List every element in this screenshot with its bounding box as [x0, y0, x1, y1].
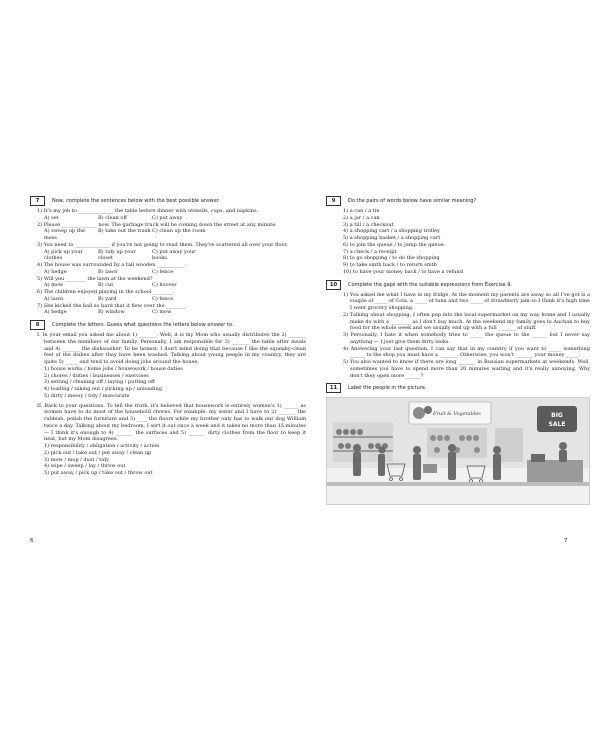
exercise-9	[326, 196, 590, 276]
sign-line2: SALE	[548, 421, 566, 429]
exercise-number: 9	[326, 196, 341, 206]
question-stem: 1) It's my job to ______________ the table before dinner with utensils, cups, and napkins.	[37, 208, 259, 214]
gap-paragraph: 3) Personally, I hate it when somebody tries to _____ the queue to the ______ but I never say anything — I just give them dirty looks.	[343, 332, 590, 345]
question-list	[30, 208, 306, 316]
question-stem: 2) Please ______________ now. The garbage truck will be coming down the street at any minute.	[37, 221, 277, 228]
gap-paragraph: 5) You also wanted to know if there are long _______ in Russian supermarkets at weekends. Well, sometimes you have to spend more than 20 minutes waiting and it's really annoying. Why don't they open more ______?	[343, 359, 590, 379]
answer-options	[44, 296, 306, 303]
exercise-number: 8	[30, 320, 45, 330]
answer-options	[44, 228, 306, 242]
answer-option-c: C) fence	[152, 268, 174, 275]
question-stem: 3) You need to ______________ if you're not going to read them. They're scattered all over your floor.	[37, 241, 288, 248]
answer-option-c: C) hoover	[152, 282, 177, 289]
exercise-title: Complete the gaps with the suitable expressions from Exercise 9.	[348, 281, 513, 288]
option-line: 4) wipe / sweep / lay / throw out	[44, 463, 126, 470]
gap-paragraph: 2) Talking about shopping, I often pop into the local supermarket on my way home and I usually make do with a ________ as I don't buy much. At the weekend my family goes to Auchan to buy food for the whole week and we usually end up with a full _______ of stuff.	[343, 311, 590, 332]
exercise-title: Label the people in the picture.	[348, 385, 427, 392]
answer-option-b: B) tidy up your closet	[98, 248, 136, 262]
answer-option-b: B) window	[98, 309, 125, 316]
exercise-11	[326, 383, 590, 505]
answer-option-a: A) pick up your clothes	[44, 248, 83, 262]
answer-option-a: A) lawn	[44, 295, 64, 302]
option-line: 1) responsibility / obligation / activity / action	[44, 443, 160, 449]
exercise-10	[326, 280, 590, 380]
question-stem: 5) Will you ________ the lawn at the weekend?	[37, 275, 153, 282]
word-pair: 9) to take smth back / to return smth	[343, 262, 437, 268]
sign-line1: BIG	[551, 412, 563, 420]
word-pair: 5) a shopping basket / a shopping cart	[343, 235, 441, 241]
word-pair: 4) a shopping cart / a shopping trolley	[343, 228, 440, 235]
exercise-number: 7	[30, 196, 45, 206]
answer-options	[44, 282, 306, 289]
left-page	[30, 196, 306, 552]
option-line: 2) chores / duties / businesses / exercises	[44, 372, 149, 379]
answer-option-c: C) put away	[152, 214, 183, 221]
letter-one-options	[44, 366, 306, 400]
exercise-title: Do the pairs of words below have similar meaning?	[348, 198, 477, 204]
word-pair: 3) a till / a checkout	[343, 221, 394, 228]
word-pair: 10) to have your money back / to have a refund	[343, 268, 463, 275]
question-stem: 6) The children enjoyed playing in the school ________.	[37, 289, 175, 295]
letter-two: II. Back to your questions. To tell the truth, it's believed that housework is entirely women's 1) ______ as women have to do most of the household chores. For example, my sister and I have to 2) _______ the rubbish, polish the furniture and 3) ____ the floors while my brother only has to walk our dog William twice a day. Talking about my bedroom, I sort it out once a week and it takes no more than 15 minutes — I think it's enough to 4) _______ the surfaces and 5) _______ dirty clothes from the floor to keep it neat, but my Mom disagrees.	[37, 402, 306, 443]
answer-option-c: C) fence	[152, 295, 174, 302]
word-pair: 2) a jar / a can	[343, 214, 380, 221]
exercise-number: 10	[326, 280, 341, 290]
answer-options	[44, 215, 306, 222]
answer-option-c: C) put away your books	[152, 248, 196, 262]
word-pair: 8) to go shopping / to do the shopping	[343, 255, 440, 262]
option-line: 3) setting / cleaning off / laying / putting off	[44, 379, 155, 386]
option-line: 3) mow / mop / dust / tidy	[44, 456, 109, 463]
word-pair: 1) a can / a tin	[343, 208, 380, 214]
answer-options	[44, 249, 306, 263]
option-line: 4) loading / taking out / picking up / unloading	[44, 386, 162, 392]
answer-option-a: A) set	[44, 214, 59, 221]
right-page	[326, 196, 590, 552]
answer-option-a: A) mow	[44, 282, 64, 289]
letter-one: I. In your email you asked me about 1) _______. Well, it is my Mom who usually distributes the 2) _______ between the members of our family. Personally, I am responsible for 3) _______ the table after meals and 4) _______ the dishwasher. To be honest, I don't mind doing that because I like the squeaky-clean feel of the dishes after they have been washed. Talking about young people in my country, they are quite 5) _____ and tend to avoid doing jobs around the house.	[37, 332, 306, 365]
answer-option-a: A) hedge	[44, 309, 67, 316]
answer-option-c: C) mow	[152, 309, 172, 316]
answer-option-b: B) take out the trash	[98, 228, 151, 235]
gap-text-list	[326, 292, 590, 380]
answer-option-b: B) cut	[98, 282, 114, 289]
exercise-7	[30, 196, 306, 316]
exercise-number: 11	[326, 383, 341, 393]
page-number-right: 7	[564, 538, 568, 544]
option-line: 5) put away / pick up / take out / throw out	[44, 470, 153, 476]
answer-option-b: B) yard	[98, 295, 117, 302]
answer-option-c: C) clean up the room	[152, 228, 206, 235]
exercise-8	[30, 320, 306, 477]
answer-option-a: A) hedge	[44, 268, 67, 275]
question-stem: 7) She kicked the ball so hard that it flew over the ________.	[37, 302, 188, 309]
word-pair: 7) a check / a receipt	[343, 248, 397, 255]
page-number-left: 6	[30, 538, 34, 544]
option-line: 1) house works / home jobs / housework / house duties	[44, 365, 183, 372]
answer-options	[44, 309, 306, 316]
option-line: 2) pick out / take out / put away / clean up	[44, 449, 152, 456]
gap-paragraph: 1) You asked me what I have in my fridge. At the moment my parents are away so all I've got is a couple of _____ of Cola, a _____ of tuna and two _____ of strawberry jam so I think it's high time I went grocery shopping.	[343, 291, 590, 311]
answer-option-b: B) lawn	[98, 268, 118, 275]
word-pair-list	[343, 208, 590, 276]
answer-option-b: B) clean off	[98, 214, 127, 221]
exercise-title: Now, complete the sentences below with the best possible answer.	[52, 198, 220, 204]
question-stem: 4) The house was surrounded by a tall wooden ___________.	[37, 262, 187, 268]
option-line: 5) dirty / messy / tidy / insecurate	[44, 392, 130, 399]
banner-text: Fruit & Vegetables	[433, 411, 481, 418]
gap-paragraph: 4) Answering your last question, I can say that in my country if you want to _____ something ______ to the shop you must have a _______. Otherwise, you won't _______ your money _____.	[343, 345, 590, 359]
supermarket-illustration	[326, 397, 590, 505]
exercise-title: Complete the letters. Guess what questions the letters below answer to.	[52, 322, 234, 328]
letter-two-options	[44, 443, 306, 477]
answer-options	[44, 269, 306, 276]
answer-option-a: A) sweep up the mess	[44, 228, 85, 241]
word-pair: 6) to join the queue / to jump the queue	[343, 241, 444, 248]
supermarket-drawing	[327, 398, 589, 504]
